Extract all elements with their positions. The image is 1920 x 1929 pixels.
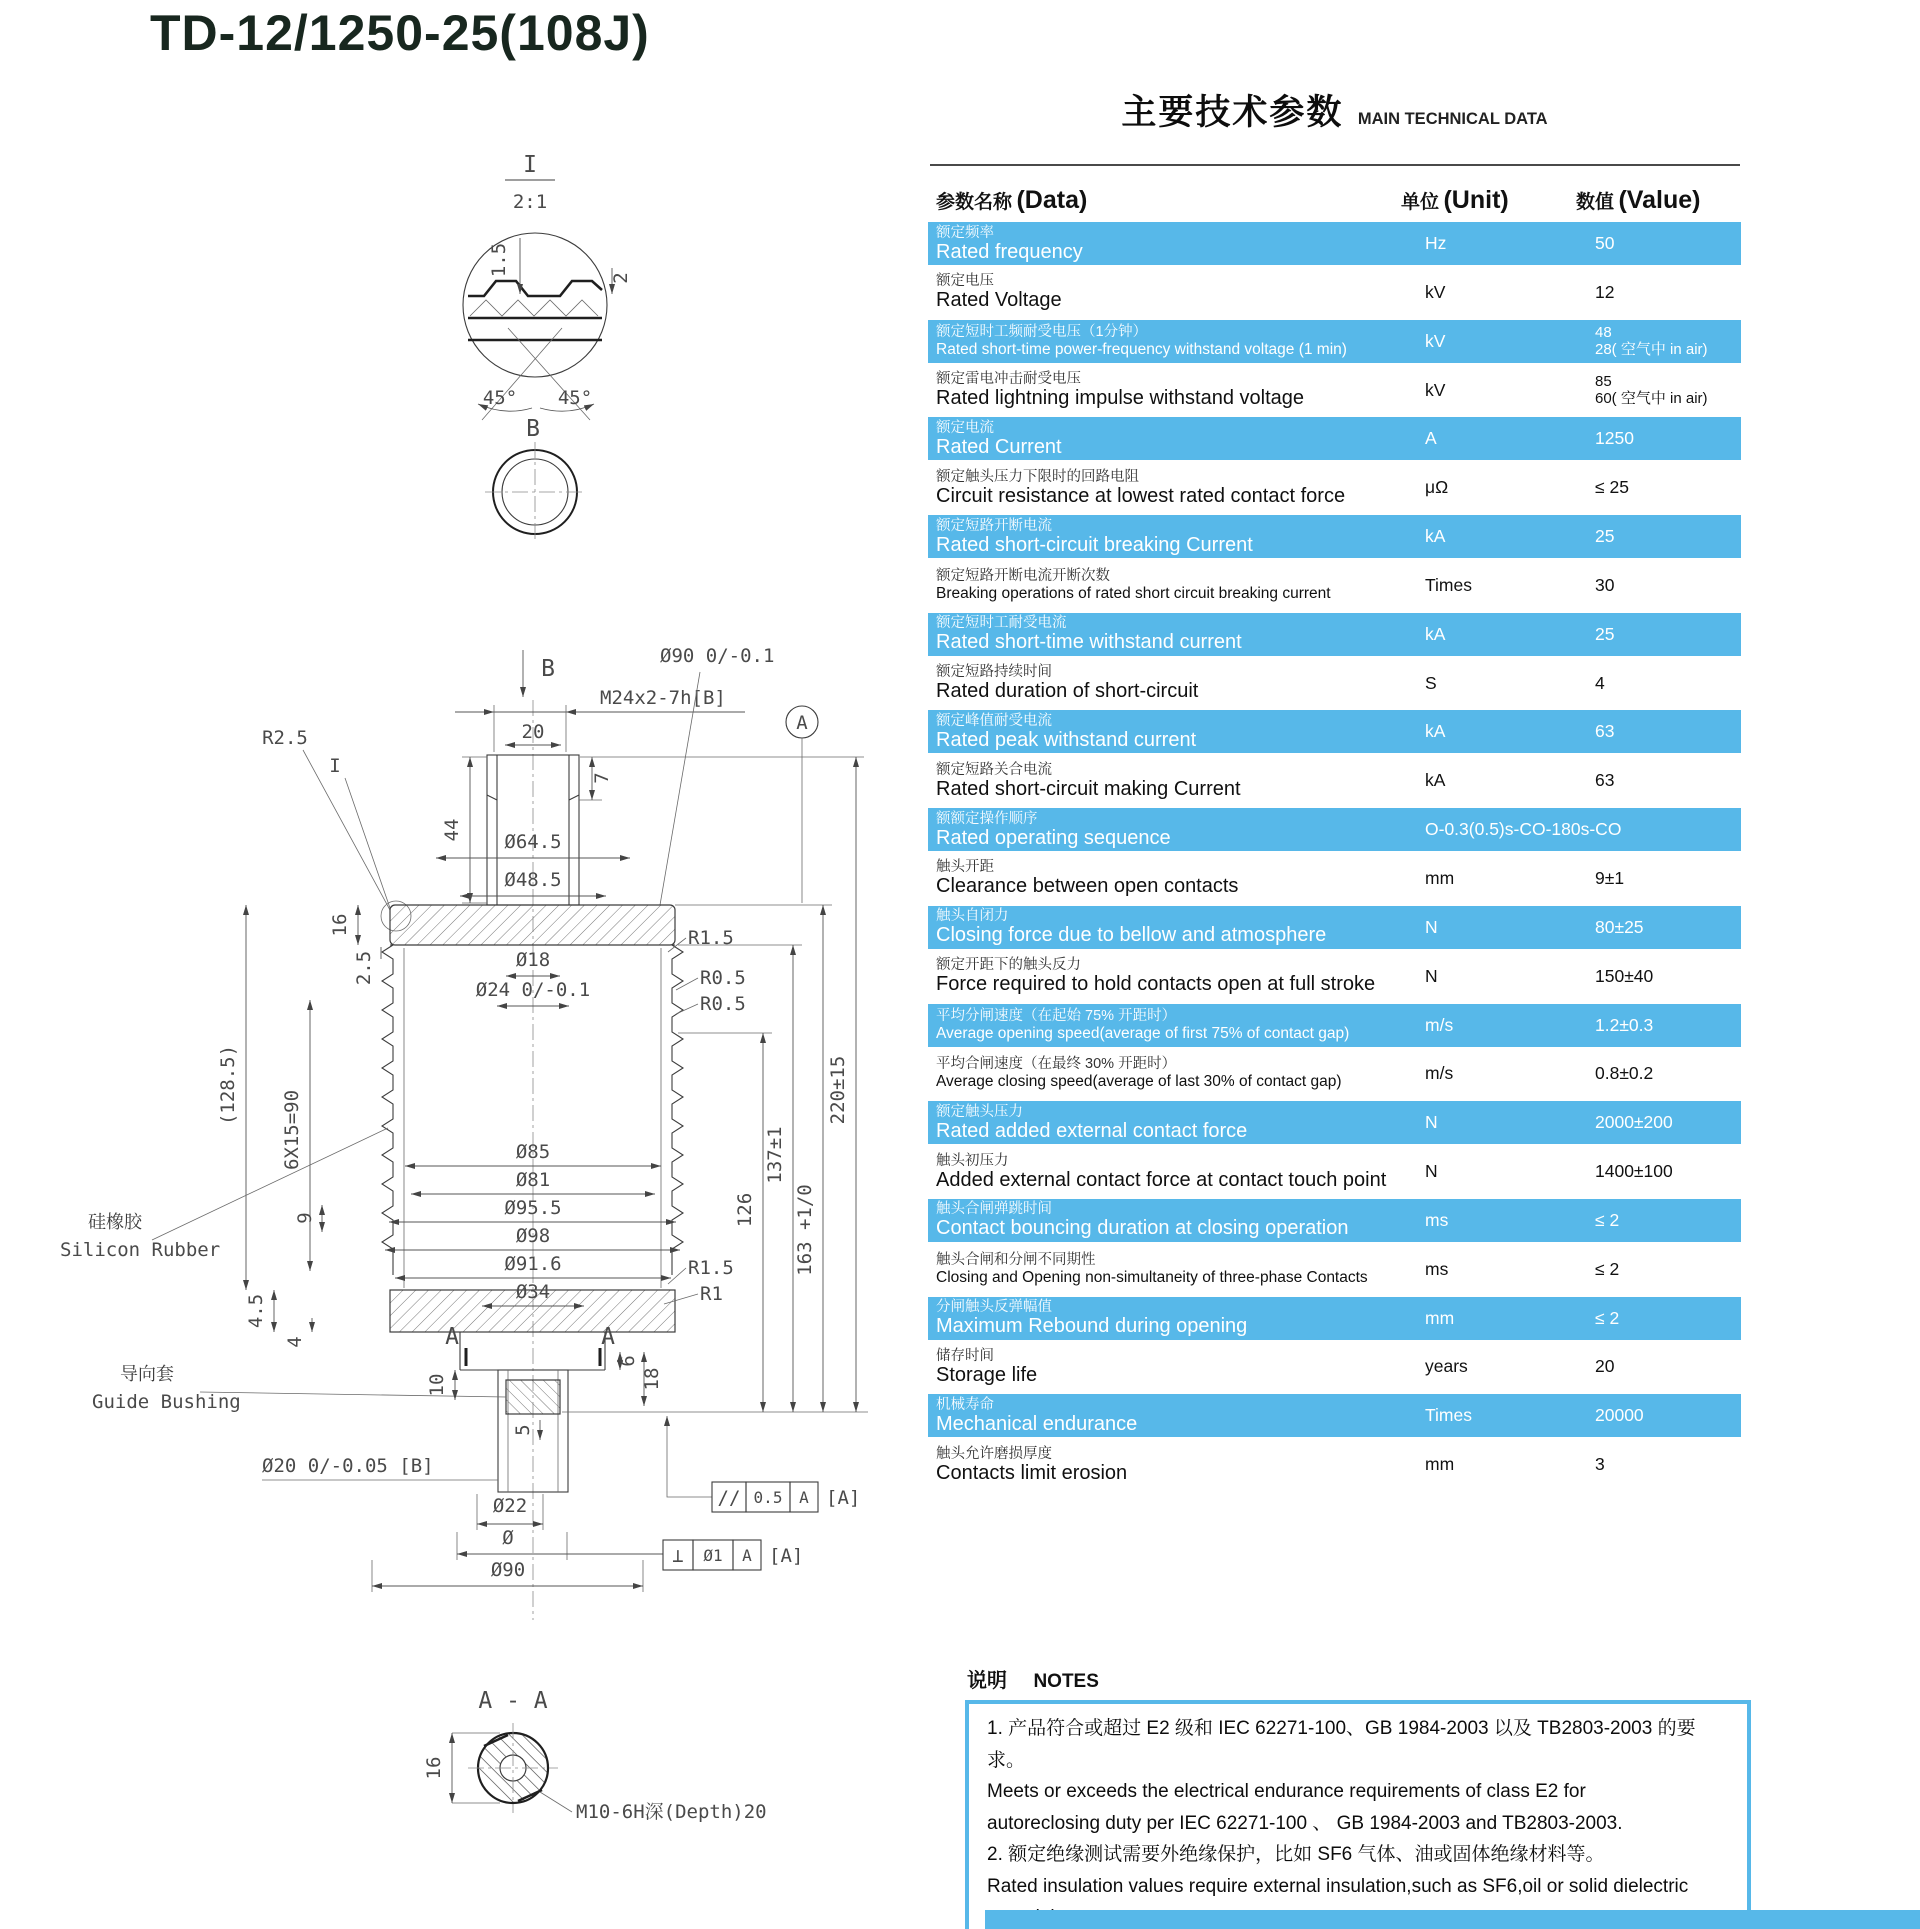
table-row <box>928 271 1741 320</box>
dia-98-label: Ø98 <box>515 1225 551 1247</box>
parameter-label-en: Breaking operations of rated short circuit breaking current <box>936 584 1331 602</box>
parameter-label-en: Rated short-circuit making Current <box>936 777 1241 800</box>
value-line-1: 0.8±0.2 <box>1595 1063 1654 1084</box>
parameter-label <box>928 957 1420 995</box>
parameter-value <box>1592 673 1741 694</box>
dia-sym-label: Ø <box>502 1527 514 1549</box>
parameter-value <box>1592 1210 1741 1231</box>
parameter-unit: kV <box>1425 330 1446 351</box>
diameter-stack <box>385 1141 734 1306</box>
value-line-1: 20 <box>1595 1356 1615 1377</box>
table-row <box>928 1004 1741 1053</box>
dim-16-label: 16 <box>329 913 351 937</box>
table-row <box>928 1248 1741 1297</box>
parameter-unit: Times <box>1425 1405 1472 1426</box>
parameter-label-zh: 储存时间 <box>936 1347 994 1364</box>
parameter-unit: N <box>1425 916 1438 937</box>
table-row <box>928 906 1741 955</box>
detail-id-label: I <box>523 152 537 178</box>
parameter-label <box>928 1252 1420 1287</box>
parameter-label-en: Rated Current <box>936 435 1062 458</box>
bottom-accent-strip <box>985 1910 1920 1929</box>
parameter-label-en: Added external contact force at contact touch point <box>936 1168 1387 1191</box>
detail-dim-pitch: 2 <box>610 272 632 284</box>
datum-a-label: A <box>796 712 808 734</box>
note-line: 2. 额定绝缘测试需要外绝缘保护，比如 SF6 气体、油或固体绝缘材料等。 <box>987 1844 1605 1865</box>
parameter-label-zh: 触头初压力 <box>936 1152 1009 1169</box>
parameter-label-zh: 额定短路开断电流开断次数 <box>936 567 1110 584</box>
parameter-label-en: Rated short-circuit breaking Current <box>936 533 1253 556</box>
parameter-label-zh: 额定短路持续时间 <box>936 664 1052 681</box>
perpendicularity-datum: A <box>742 1546 752 1565</box>
parameter-label <box>928 908 1420 946</box>
value-line-1: 50 <box>1595 233 1615 253</box>
parameter-value <box>1592 624 1741 645</box>
parameter-label <box>928 371 1420 409</box>
r1-5-bot-label: R1.5 <box>688 1257 734 1279</box>
parameter-label-zh: 额定电压 <box>936 273 994 290</box>
value-line-1: 48 <box>1595 324 1612 342</box>
parameter-unit: N <box>1425 1112 1438 1133</box>
parameter-label-zh: 额定开距下的触头反力 <box>936 957 1081 974</box>
parameter-label <box>928 1201 1420 1239</box>
detail-ref-label: I <box>329 755 341 777</box>
dim-18-label: 18 <box>641 1367 663 1391</box>
parameter-label <box>928 1446 1420 1484</box>
dim-44-label: 44 <box>441 818 463 842</box>
table-row <box>928 710 1741 759</box>
parameter-label-en: Rated peak withstand current <box>936 728 1197 751</box>
perpendicularity-symbol: ⊥ <box>672 1545 684 1567</box>
value-line-2: 28( 空气中 in air) <box>1595 341 1708 359</box>
parameter-label-en: Closing and Opening non-simultaneity of three-phase Contacts <box>936 1268 1368 1286</box>
parameter-value <box>1592 1015 1741 1036</box>
parameter-label-zh: 额定电流 <box>936 419 994 436</box>
table-row <box>928 662 1741 711</box>
table-row <box>928 417 1741 466</box>
column-header-unit <box>1401 186 1509 215</box>
parameter-label-en: Rated frequency <box>936 240 1083 263</box>
parameter-label-zh: 平均分闸速度（在起始 75% 开距时） <box>936 1007 1177 1024</box>
dim-20-label: 20 <box>521 721 545 743</box>
silicon-rubber-label-en: Silicon Rubber <box>60 1239 221 1261</box>
angle-right-label: 45° <box>557 387 593 409</box>
table-row <box>928 1150 1741 1199</box>
value-line-2: 60( 空气中 in air) <box>1595 390 1708 408</box>
parameter-label <box>928 1104 1420 1142</box>
r2-5-label: R2.5 <box>262 727 308 749</box>
table-row <box>928 808 1741 857</box>
table-row <box>928 369 1741 418</box>
parameter-value <box>1592 966 1741 987</box>
value-line-1: ≤ 2 <box>1595 1209 1620 1230</box>
parameter-unit: kA <box>1425 526 1446 547</box>
parameter-label-zh: 额定频率 <box>936 224 994 241</box>
dia-95-5-label: Ø95.5 <box>504 1197 562 1219</box>
table-row <box>928 1394 1741 1443</box>
parameter-label-en: Contact bouncing duration at closing operation <box>936 1217 1349 1240</box>
parameter-label-en: Storage life <box>936 1363 1038 1386</box>
parameter-value <box>1592 428 1741 449</box>
parameter-unit: μΩ <box>1425 477 1449 498</box>
r1-5-top-label: R1.5 <box>688 927 734 949</box>
table-title <box>928 85 1741 135</box>
value-line-1: 2000±200 <box>1595 1112 1673 1133</box>
dia-64-5-label: Ø64.5 <box>504 831 562 853</box>
parameter-unit: mm <box>1425 867 1455 888</box>
parameter-value <box>1592 1063 1741 1084</box>
parameter-label <box>928 324 1420 359</box>
parameter-label-zh: 额定短时工频耐受电压（1分钟） <box>936 323 1148 340</box>
parameter-unit: S <box>1425 672 1437 693</box>
dia-81-label: Ø81 <box>515 1169 551 1191</box>
column-header-value-zh: 数值 <box>1576 192 1615 213</box>
parameter-value <box>1592 575 1741 596</box>
value-line-1: 1400±100 <box>1595 1161 1673 1182</box>
parallelism-symbol: // <box>717 1487 741 1509</box>
dia-85-label: Ø85 <box>515 1141 551 1163</box>
parameter-label <box>928 713 1420 751</box>
dia-34-label: Ø34 <box>515 1281 551 1303</box>
r0-5-a-label: R0.5 <box>700 967 746 989</box>
dia-24-tol-label: Ø24 0/-0.1 <box>475 979 591 1001</box>
parameter-label-en: Rated lightning impulse withstand voltage <box>936 387 1304 410</box>
detail-I-view <box>463 152 632 420</box>
dia-20-tol-label: Ø20 0/-0.05 [B] <box>262 1455 434 1477</box>
table-row <box>928 466 1741 515</box>
dim-128-5-label: (128.5) <box>217 1044 239 1126</box>
parameter-value <box>1592 1308 1741 1329</box>
technical-drawing <box>40 130 920 1830</box>
parameter-label-en: Rated short-time withstand current <box>936 631 1242 654</box>
section-a-a <box>423 1688 767 1830</box>
parameter-unit: ms <box>1425 1258 1449 1279</box>
parameter-label <box>928 420 1420 458</box>
parameter-label <box>928 518 1420 556</box>
table-title-zh: 主要技术参数 <box>1121 93 1344 132</box>
parameter-label-en: Mechanical endurance <box>936 1412 1138 1435</box>
parameter-value <box>1592 1112 1741 1133</box>
parameter-label <box>928 1348 1420 1386</box>
left-dims <box>217 905 322 1348</box>
table-title-en: MAIN TECHNICAL DATA <box>1357 110 1548 128</box>
table-row <box>928 1297 1741 1346</box>
parameter-label-zh: 额定触头压力下限时的回路电阻 <box>936 468 1139 485</box>
parameter-label-zh: 平均合闸速度（在最终 30% 开距时） <box>936 1056 1177 1073</box>
value-line-1: ≤ 2 <box>1595 1258 1620 1279</box>
perpendicularity-tolerance: Ø1 <box>703 1546 723 1565</box>
column-header-unit-zh: 单位 <box>1401 192 1440 213</box>
value-line-1: 80±25 <box>1595 916 1644 937</box>
dia-22-label: Ø22 <box>492 1495 528 1517</box>
parameter-label-zh: 机械寿命 <box>936 1396 994 1413</box>
parameter-value <box>1592 1405 1741 1426</box>
thread-spec-label: M24x2-7h[B] <box>600 687 726 709</box>
table-column-headers <box>928 183 1741 221</box>
dim-6-label: 6 <box>617 1355 639 1367</box>
dia-90-tol-label: Ø90 0/-0.1 <box>660 645 775 667</box>
dim-7-label: 7 <box>591 772 613 784</box>
parameter-value <box>1592 1259 1741 1280</box>
value-line-1: 63 <box>1595 770 1615 791</box>
parameter-label-zh: 触头合闸和分闸不同期性 <box>936 1251 1096 1268</box>
parallelism-tolerance: 0.5 <box>753 1488 783 1507</box>
parameter-label <box>928 273 1420 311</box>
r1-label: R1 <box>700 1283 723 1305</box>
perpendicularity-ref: [A] <box>769 1545 804 1567</box>
parameter-label <box>928 225 1420 263</box>
detail-dim-depth: 1.5 <box>488 242 510 278</box>
section-cut-a-right: A <box>601 1324 615 1350</box>
angle-left-label: 45° <box>482 387 518 409</box>
parameter-value <box>1592 282 1741 303</box>
table-row <box>928 564 1741 613</box>
table-row <box>928 1101 1741 1150</box>
value-line-1: 63 <box>1595 721 1615 742</box>
value-line-1: ≤ 25 <box>1595 477 1629 498</box>
parameter-label-en: Average closing speed(average of last 30% of contact gap) <box>936 1073 1342 1091</box>
dim-16-section-label: 16 <box>423 1756 445 1780</box>
parameter-unit: N <box>1425 965 1438 986</box>
parameter-label-en: Circuit resistance at lowest rated contact force <box>936 484 1346 507</box>
parameter-value <box>1592 917 1741 938</box>
table-row <box>928 320 1741 369</box>
parameter-label-zh: 额定触头压力 <box>936 1103 1023 1120</box>
dim-4-label: 4 <box>284 1336 306 1348</box>
value-line-1: 25 <box>1595 526 1615 547</box>
dia-18-label: Ø18 <box>515 949 551 971</box>
parameter-label-en: Rated Voltage <box>936 289 1062 312</box>
value-line-1: 9±1 <box>1595 867 1625 888</box>
table-row <box>928 1052 1741 1101</box>
parameter-value <box>1592 770 1741 791</box>
parameter-label-en: Clearance between open contacts <box>936 875 1239 898</box>
parameter-value <box>1592 526 1741 547</box>
parallelism-ref: [A] <box>826 1487 861 1509</box>
parameter-unit: m/s <box>1425 1063 1454 1084</box>
table-row <box>928 1199 1741 1248</box>
value-line-1: 3 <box>1595 1454 1605 1475</box>
value-line-1: 4 <box>1595 672 1605 693</box>
column-header-data <box>936 186 1087 215</box>
parameter-label-zh: 触头合闸弹跳时间 <box>936 1201 1052 1218</box>
dia-91-6-label: Ø91.6 <box>504 1253 562 1275</box>
parallelism-datum: A <box>799 1488 809 1507</box>
table-row <box>928 1443 1741 1492</box>
silicon-rubber-label-zh: 硅橡胶 <box>88 1212 142 1232</box>
notes-box <box>965 1700 1751 1929</box>
table-row <box>928 1345 1741 1394</box>
value-line-1: 1.2±0.3 <box>1595 1014 1654 1035</box>
note-line: Meets or exceeds the electrical endurance requirements of class E2 for <box>987 1781 1586 1802</box>
dia-90-label: Ø90 <box>490 1559 526 1581</box>
section-cut-a-left: A <box>445 1324 459 1350</box>
parameter-label <box>928 1008 1420 1043</box>
value-line-1: 30 <box>1595 574 1615 595</box>
column-header-unit-en: (Unit) <box>1443 186 1509 214</box>
parameter-label-en: Rated short-time power-frequency withstand voltage (1 min) <box>936 340 1347 358</box>
parameter-unit: kV <box>1425 281 1446 302</box>
notes-heading-zh: 说明 <box>967 1670 1007 1692</box>
parameter-unit: Times <box>1425 574 1472 595</box>
note-line: 1. 产品符合或超过 E2 级和 IEC 62271-100、GB 1984-2003 以及 TB2803-2003 的要求。 <box>987 1718 1696 1771</box>
parameter-label <box>928 1397 1420 1435</box>
dim-5-label: 5 <box>512 1424 534 1436</box>
parameter-value <box>1592 373 1741 407</box>
table-row <box>928 857 1741 906</box>
parameter-value <box>1592 1161 1741 1182</box>
parameter-label <box>928 1056 1420 1091</box>
parameter-label-en: Closing force due to bellow and atmosphere <box>936 924 1327 947</box>
parameter-unit: kV <box>1425 379 1446 400</box>
table-rows <box>928 222 1741 1492</box>
notes-heading <box>967 1664 1099 1693</box>
title-rule <box>930 164 1740 166</box>
page-title: TD-12/1250-25(108J) <box>150 5 650 61</box>
parameter-unit: Hz <box>1425 233 1447 253</box>
thread-hole-label: M10-6H深(Depth)20 <box>576 1801 767 1823</box>
view-B <box>485 416 585 542</box>
parameter-label-zh: 触头自闭力 <box>936 908 1009 925</box>
parameter-label <box>928 1153 1420 1191</box>
dim-137-label: 137±1 <box>764 1126 786 1184</box>
value-line-1: 1250 <box>1595 428 1634 449</box>
parameter-label-en: Rated duration of short-circuit <box>936 680 1199 703</box>
parameter-unit: m/s <box>1425 1014 1454 1035</box>
section-a-a-title: A - A <box>478 1688 548 1714</box>
parameter-label-zh: 额定雷电冲击耐受电压 <box>936 371 1081 388</box>
table-row <box>928 759 1741 808</box>
value-line-1: 85 <box>1595 373 1612 391</box>
value-line-1: 25 <box>1595 623 1615 644</box>
r0-5-b-label: R0.5 <box>700 993 746 1015</box>
dia-48-5-label: Ø48.5 <box>504 869 562 891</box>
parameter-label-zh: 额定短时工耐受电流 <box>936 615 1067 632</box>
parameter-value <box>1592 477 1741 498</box>
parameter-label <box>928 762 1420 800</box>
parameter-unit: ms <box>1425 1209 1449 1230</box>
value-line-1: 20000 <box>1595 1405 1644 1426</box>
note-line: autoreclosing duty per IEC 62271-100 、 GB 1984-2003 and TB2803-2003. <box>987 1812 1623 1834</box>
column-header-data-en: (Data) <box>1016 186 1088 214</box>
parameter-unit: N <box>1425 1161 1438 1182</box>
tolerance-frames <box>663 1416 860 1570</box>
parameter-label-en: Contacts limit erosion <box>936 1461 1128 1484</box>
value-line-1: 150±40 <box>1595 965 1654 986</box>
parameter-label-en: Average opening speed(average of first 75% of contact gap) <box>936 1024 1350 1042</box>
parameter-unit: mm <box>1425 1307 1455 1328</box>
parameter-label-zh: 分闸触头反弹幅值 <box>936 1299 1052 1316</box>
dim-6x15-label: 6X15=90 <box>281 1089 303 1171</box>
value-line-1: 12 <box>1595 281 1615 302</box>
parameter-unit: kA <box>1425 623 1446 644</box>
parameter-label <box>928 811 1420 849</box>
view-b-direction-label: B <box>541 656 555 682</box>
parameter-unit: O-0.3(0.5)s-CO-180s-CO <box>1425 819 1622 840</box>
table-row <box>928 222 1741 271</box>
parameter-label <box>928 469 1420 507</box>
parameter-label-zh: 触头开距 <box>936 859 994 876</box>
dim-220-label: 220±15 <box>827 1055 849 1125</box>
dim-163-label: 163 +1/0 <box>794 1184 816 1276</box>
parameter-label-en: Rated operating sequence <box>936 826 1171 849</box>
column-header-value <box>1576 186 1700 215</box>
table-row <box>928 955 1741 1004</box>
parameter-value <box>1592 1356 1741 1377</box>
dim-2-5-label: 2.5 <box>353 950 375 986</box>
parameter-label-en: Rated added external contact force <box>936 1119 1248 1142</box>
parameter-value <box>1592 233 1741 254</box>
parameter-label-en: Maximum Rebound during opening <box>936 1315 1248 1338</box>
parameter-label-en: Force required to hold contacts open at full stroke <box>936 973 1376 996</box>
dim-9-label: 9 <box>294 1212 316 1224</box>
view-b-label: B <box>526 416 540 442</box>
dim-10-label: 10 <box>426 1373 448 1397</box>
parameter-label <box>928 859 1420 897</box>
parameter-unit: A <box>1425 428 1437 449</box>
table-row <box>928 613 1741 662</box>
parameter-label-zh: 额定短路关合电流 <box>936 761 1052 778</box>
parameter-label <box>928 1299 1420 1337</box>
parameter-value <box>1592 324 1741 358</box>
parameter-label <box>928 615 1420 653</box>
note-line: Rated insulation values require external insulation,such as SF6,oil or solid dielectric <box>987 1875 1689 1897</box>
parameter-unit: kA <box>1425 770 1446 791</box>
dim-126-label: 126 <box>734 1192 756 1228</box>
lower-dims <box>262 1324 663 1592</box>
dim-4-5-label: 4.5 <box>245 1293 267 1329</box>
parameter-label <box>928 568 1420 603</box>
guide-bushing-label-zh: 导向套 <box>120 1364 174 1384</box>
parameter-label-zh: 触头允许磨损厚度 <box>936 1445 1052 1462</box>
detail-scale-label: 2:1 <box>512 191 548 213</box>
parameter-value <box>1592 721 1741 742</box>
parameter-label <box>928 664 1420 702</box>
table-row <box>928 515 1741 564</box>
parameter-unit: years <box>1425 1356 1468 1377</box>
column-header-data-zh: 参数名称 <box>936 192 1013 213</box>
notes-heading-en: NOTES <box>1033 1671 1099 1692</box>
parameter-value <box>1592 868 1741 889</box>
parameter-label-zh: 额定峰值耐受电流 <box>936 712 1052 729</box>
value-line-1: ≤ 2 <box>1595 1307 1620 1328</box>
parameter-label-zh: 额额定操作顺序 <box>936 810 1038 827</box>
parameter-value <box>1592 1454 1741 1475</box>
parameter-label-zh: 额定短路开断电流 <box>936 517 1052 534</box>
parameter-unit: kA <box>1425 721 1446 742</box>
column-header-value-en: (Value) <box>1618 186 1701 214</box>
guide-bushing-label-en: Guide Bushing <box>92 1391 241 1413</box>
parameter-unit: mm <box>1425 1454 1455 1475</box>
